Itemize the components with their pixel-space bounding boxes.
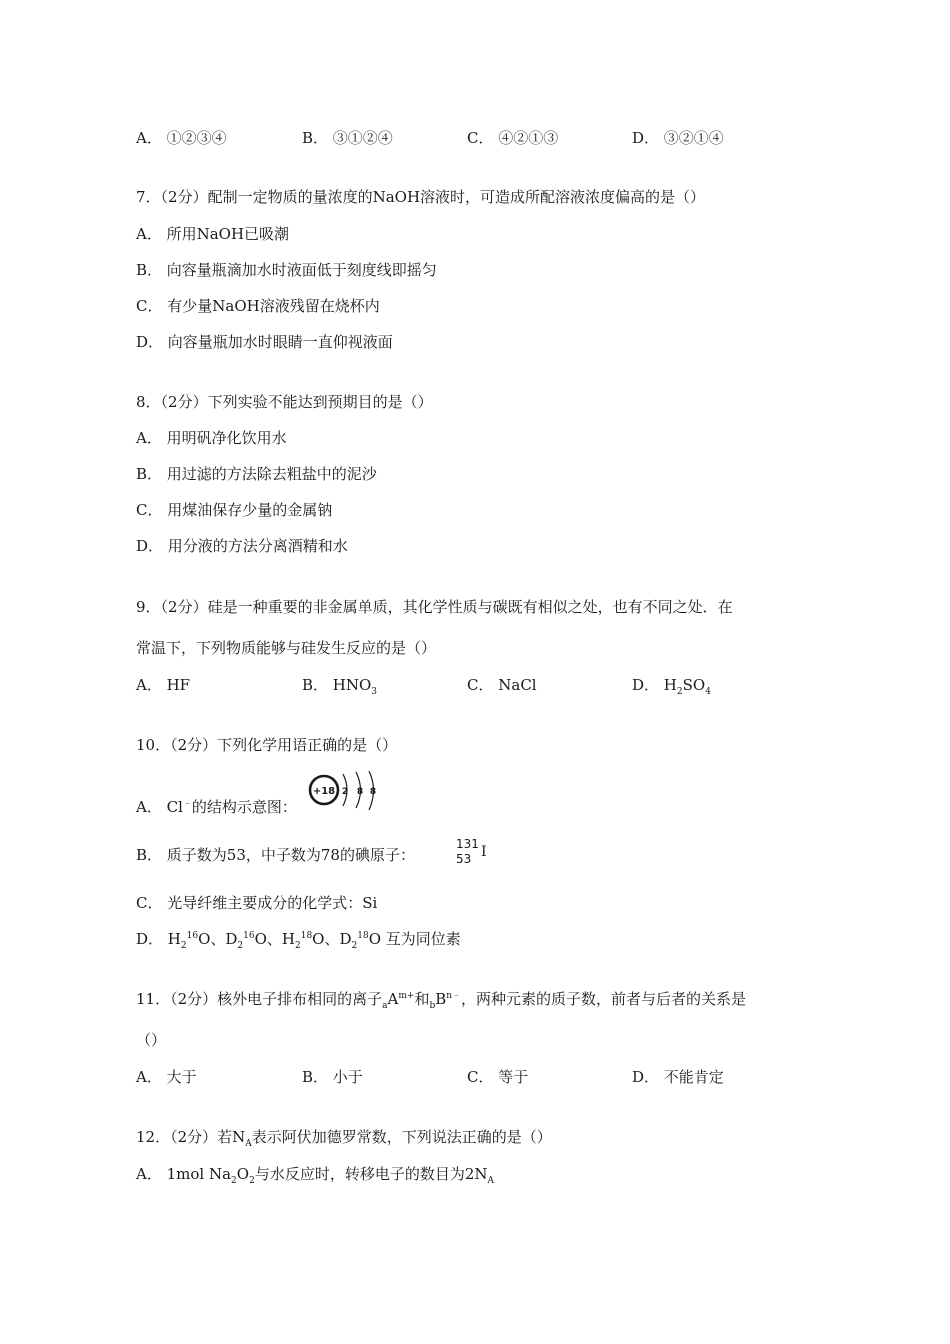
q7-option-c: C． 有少量NaOH溶液残留在烧杯内 [136,297,380,315]
q9-stem-line1: 9．（2分）硅是一种重要的非金属单质，其化学性质与碳既有相似之处，也有不同之处．在 [136,598,733,616]
q6-option-a: A． ①②③④ [136,129,227,147]
q7-option-a: A． 所用NaOH已吸潮 [136,225,290,243]
q10-stem: 10．（2分）下列化学用语正确的是（） [136,736,398,754]
q9-option-c: C． NaCl [467,676,537,694]
q11-option-a: A． 大于 [136,1068,197,1086]
nuclide-atomic-number: 53 [456,852,472,866]
q11-option-d: D． 不能肯定 [632,1068,724,1086]
q10-option-b: B． 质子数为53，中子数为78的碘原子： [136,846,415,864]
q7-stem: 7．（2分）配制一定物质的量浓度的NaOH溶液时，可造成所配溶液浓度偏高的是（） [136,188,706,206]
nuclide-mass-number: 131 [456,837,479,851]
q6-option-d: D． ③②①④ [632,129,724,147]
q7-option-b: B． 向容量瓶滴加水时液面低于刻度线即摇匀 [136,261,437,279]
q9-option-d: D． $H_2SO_4$ [632,676,711,697]
electron-count-shell-3: 8 [369,787,377,797]
q10-option-c: C． 光导纤维主要成分的化学式：Si [136,894,378,912]
q6-option-b: B． ③①②④ [302,129,393,147]
q6-option-c: C． ④②①③ [467,129,559,147]
q11-option-c: C． 等于 [467,1068,529,1086]
q8-stem: 8．（2分）下列实验不能达到预期目的是（） [136,393,433,411]
q9-option-b: B． $HNO_3$ [302,676,378,697]
electron-count-shell-2: 8 [356,787,364,797]
q11-option-b: B． 小于 [302,1068,363,1086]
electron-count-shell-1: 2 [341,787,349,797]
q9-option-a: A． HF [136,676,191,694]
q8-option-d: D． 用分液的方法分离酒精和水 [136,537,348,555]
q11-stem-line2: （） [136,1031,167,1049]
q10-option-d: D． $H_2^{16}O$、$D_2^{16}O$、$H_2^{18}O$、$D_2^{18}O$ 互为同位素 [136,930,461,951]
nuclide-element-symbol: I [481,844,487,860]
q7-option-d: D． 向容量瓶加水时眼睛一直仰视液面 [136,333,393,351]
q9-stem-line2: 常温下，下列物质能够与硅发生反应的是（） [136,639,437,657]
chloride-ion-structure-diagram [307,770,383,814]
q12-option-a: A． 1mol $Na_2O_2$与水反应时，转移电子的数目为$2N_A$ [136,1165,494,1186]
q12-stem: 12．（2分）若$N_A$表示阿伏加德罗常数，下列说法正确的是（） [136,1128,552,1149]
atom-nucleus-charge: +18 [312,786,336,797]
q8-option-b: B． 用过滤的方法除去粗盐中的泥沙 [136,465,377,483]
q11-stem-line1: 11．（2分）核外电子排布相同的离子$_aA^{m+}$和$_bB^{n﹣}$，两种元素的质子数，前者与后者的关系是 [136,990,747,1011]
q10-option-a: A． Cl﹣的结构示意图： [136,798,297,816]
q8-option-a: A． 用明矾净化饮用水 [136,429,287,447]
q8-option-c: C． 用煤油保存少量的金属钠 [136,501,333,519]
